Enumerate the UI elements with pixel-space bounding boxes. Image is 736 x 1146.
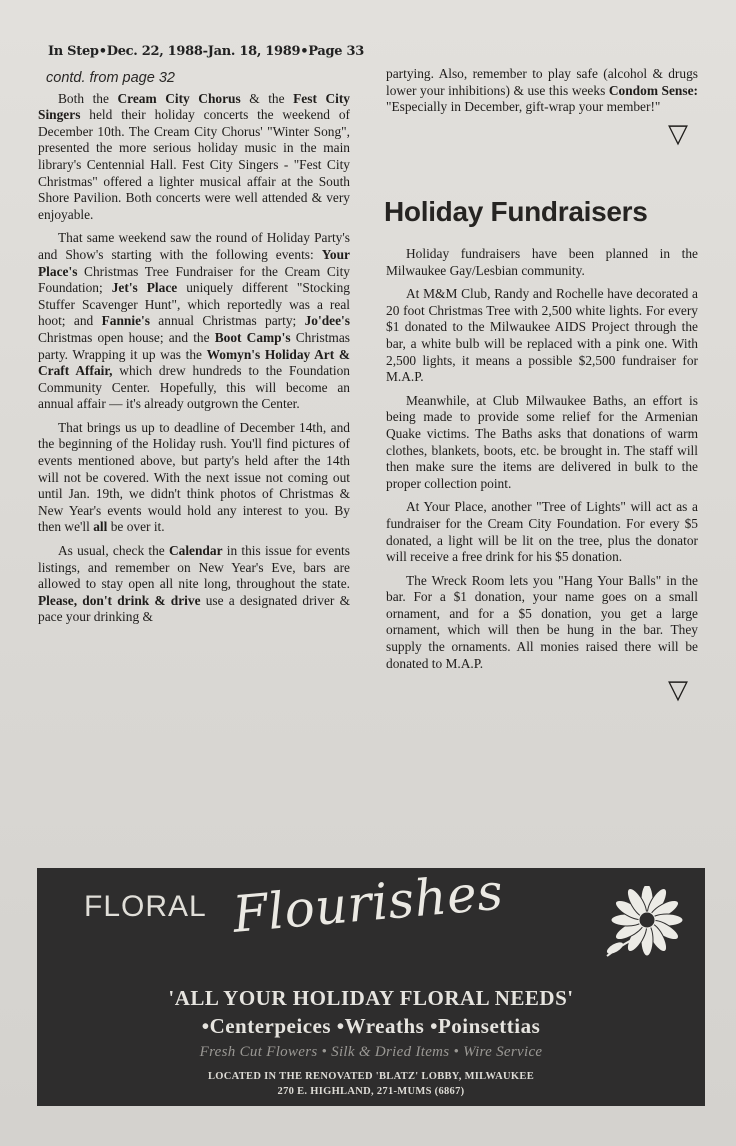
bold-text: Boot Camp's [214, 329, 291, 345]
paragraph-wreck-room: The Wreck Room lets you "Hang Your Balls" in the bar. For a $1 donation, your name goes on a small ornament, and for a $5 donation, you get a large ornament, which will then be hung in the bar. They supply the ornaments. All monies raised there will be donated to M.A.P. [386, 572, 698, 671]
paragraph-intro: Holiday fundraisers have been planned in the Milwaukee Gay/Lesbian community. [386, 246, 698, 278]
text: in this issue for events listings, and remember on New Year's Eve, bars are allowed to stay open all nite long, throughout the state. [38, 543, 350, 592]
bold-text: Please, don't drink & drive [38, 592, 201, 608]
ad-floral-wordmark: FLORAL [84, 890, 207, 923]
left-column [38, 70, 350, 633]
paragraph-club-milwaukee-baths: Meanwhile, at Club Milwaukee Baths, an effort is being made to provide some relief for the Armenian Quake victims. The Baths asks that donations of warm clothes, blankets, boots, etc. be brought in. The staff will then make sure the items are delivered in bulk to the proper collection point. [386, 392, 698, 491]
text: partying. Also, remember to play safe (alcohol & drugs lower your inhibitions) & use this weeks [386, 66, 698, 98]
text: held their holiday concerts the weekend of December 10th. The Cream City Chorus' "Winter Song", presented the more serious holiday music in the main library's Centennial Hall. Fest City Singers - "Fest City Christmas" offered a lighter musical affair at the South Shore Pavilion. Both concerts were well attended & very enjoyable. [38, 107, 350, 222]
bold-text: Womyn's Holiday Art & Craft Affair, [38, 346, 351, 379]
bold-text: Calendar [168, 543, 223, 559]
text: Christmas Tree Fundraiser for the Cream City Foundation; [38, 263, 350, 296]
bold-text: Condom Sense: [608, 82, 698, 98]
end-of-article-triangle-icon: ▽ [668, 118, 688, 149]
text: which drew hundreds to the Foundation Community Center. Hopefully, this will become an annual affair — it's already outgrown the Center. [38, 363, 350, 412]
text: annual Christmas party; [149, 313, 305, 329]
ad-location: LOCATED IN THE RENOVATED 'BLATZ' LOBBY, MILWAUKEE [208, 1071, 534, 1082]
section-title: Holiday Fundraisers [384, 196, 648, 227]
text: As usual, check the [58, 543, 169, 559]
paragraph-deadline [38, 420, 350, 536]
ad-tagline: 'ALL YOUR HOLIDAY FLORAL NEEDS' [168, 986, 574, 1010]
fundraisers-article [386, 246, 698, 706]
text: "Especially in December, gift-wrap your member!" [386, 99, 661, 115]
text: That brings us up to deadline of December 14th, and the beginning of the Holiday rush. You'll find pictures of events mentioned above, but party's held after the 14th will not be covered. With the next issue not coming out until Jan. 19th, we didn't think photos of Christmas & New Year's events would hold any interest to you. By then we'll [38, 419, 350, 535]
text: uniquely different "Stocking Stuffer Scavenger Hunt", which reportedly was a real hoot; and [38, 280, 351, 329]
bold-text: Fannie's [101, 313, 150, 329]
ad-flourishes-script: Flourishes [230, 862, 506, 944]
floral-flourishes-advertisement [37, 862, 705, 1106]
right-column-continuation [386, 66, 698, 147]
end-of-article-triangle-icon: ▽ [668, 675, 688, 706]
paragraph-mm-club: At M&M Club, Randy and Rochelle have decorated a 20 foot Christmas Tree with 2,500 white lights. For every $1 donated to the Milwaukee AIDS Project through the bar, a white bulb will be replaced with a pink one. With 2,500 lights, it means a possible $2,500 fundraiser for M.A.P. [386, 286, 698, 385]
bold-text: Cream City Chorus [117, 90, 241, 106]
paragraph-your-place: At Your Place, another "Tree of Lights" will act as a fundraiser for the Cream City Foundation. For every $5 donated, a light will be lit on the tree, plus the donator will receive a free drink for his $5 donation. [386, 499, 698, 565]
ad-services: Fresh Cut Flowers • Silk & Dried Items • Wire Service [199, 1044, 543, 1060]
text: Both the [58, 90, 118, 106]
bold-text: Fest City Singers [38, 90, 350, 123]
text: Christmas party. Wrapping it up was the [38, 329, 350, 362]
paragraph-play-safe [386, 66, 698, 116]
text: use a designated driver & pace your drinking & [38, 592, 350, 625]
text: That same weekend saw the round of Holiday Party's and Show's starting with the following events: [38, 230, 350, 262]
bold-text: Jo'dee's [304, 313, 350, 329]
paragraph-concerts [38, 91, 350, 224]
ad-address: 270 E. HIGHLAND, 271-MUMS (6867) [277, 1086, 465, 1097]
ad-items: •Centerpeices •Wreaths •Poinsettias [201, 1014, 541, 1038]
flower-icon [597, 886, 697, 962]
bold-text: Jet's Place [111, 280, 178, 296]
paragraph-holiday-parties [38, 230, 350, 413]
bold-text: Your Place's [38, 246, 350, 279]
paragraph-calendar [38, 543, 350, 626]
text: & the [240, 90, 294, 106]
page-header: In Step•Dec. 22, 1988-Jan. 18, 1989•Page 33 [48, 44, 364, 59]
text: Christmas open house; and the [38, 329, 215, 345]
continued-from-label: contd. from page 32 [46, 70, 175, 86]
text: be over it. [107, 519, 165, 535]
bold-text: all [93, 519, 108, 535]
